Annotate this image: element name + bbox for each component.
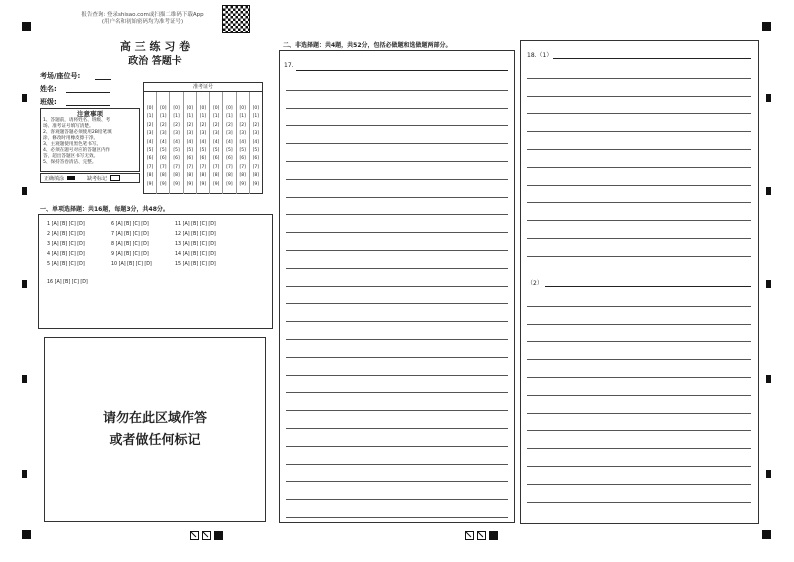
answer-line[interactable]: [296, 70, 508, 71]
mc-question[interactable]: 11 [A] [B] [C] [D]: [175, 222, 216, 227]
mc-question[interactable]: 13 [A] [B] [C] [D]: [175, 242, 216, 247]
answer-line[interactable]: [286, 393, 508, 411]
answer-line[interactable]: [527, 79, 751, 97]
admission-digit-bubble[interactable]: [9]: [199, 181, 207, 187]
answer-line[interactable]: [527, 150, 751, 168]
page-title: 高 三 练 习 卷: [119, 40, 191, 53]
mc-question[interactable]: 8 [A] [B] [C] [D]: [111, 242, 149, 247]
answer-line[interactable]: [527, 186, 751, 204]
answer-line[interactable]: [286, 376, 508, 394]
answer-line[interactable]: [527, 203, 751, 221]
admission-digit-bubble[interactable]: [4]: [239, 139, 246, 145]
admission-digit-bubble[interactable]: [2]: [239, 122, 246, 128]
corner-mark: [762, 22, 771, 31]
mc-question[interactable]: 6 [A] [B] [C] [D]: [111, 222, 149, 227]
admission-digit-column: [184, 92, 197, 194]
admission-digit-bubble[interactable]: [7]: [146, 164, 154, 170]
no-answer-region: [44, 337, 266, 522]
timing-mark: [22, 187, 27, 195]
admission-digit-bubble[interactable]: [8]: [213, 173, 220, 179]
mc-row: [47, 250, 272, 260]
admission-digit-bubble[interactable]: [4]: [213, 139, 220, 145]
notes-line: 4、必须在题号对应的答题区内作: [43, 148, 111, 153]
admission-digit-bubble[interactable]: [4]: [226, 139, 233, 145]
q17-answer-box: [279, 50, 515, 523]
answer-line[interactable]: [527, 97, 751, 115]
answer-line[interactable]: [527, 132, 751, 150]
admission-digit-bubble[interactable]: [6]: [186, 156, 193, 162]
answer-line[interactable]: [527, 239, 751, 257]
admission-digit-bubble[interactable]: [7]: [213, 164, 220, 170]
answer-line[interactable]: [527, 485, 751, 503]
header-note: [60, 12, 225, 26]
answer-line[interactable]: [286, 109, 508, 127]
mc-question[interactable]: 16 [A] [B] [C] [D]: [47, 280, 88, 285]
notes-title: 注意事项: [77, 110, 103, 118]
answer-line[interactable]: [286, 144, 508, 162]
admission-digit-bubble[interactable]: [4]: [160, 139, 167, 145]
answer-line[interactable]: [286, 287, 508, 305]
corner-mark: [762, 530, 771, 539]
admission-digit-bubble[interactable]: [0]: [239, 106, 246, 111]
admission-digit-bubble[interactable]: [6]: [252, 156, 260, 162]
admission-digit-bubble[interactable]: [0]: [226, 106, 233, 111]
mc-row: [47, 220, 272, 230]
admission-digit-bubble[interactable]: [5]: [146, 148, 154, 154]
admission-digit-bubble[interactable]: [1]: [160, 114, 167, 120]
admission-digit-bubble[interactable]: [5]: [173, 148, 180, 154]
admission-digit-bubble[interactable]: [1]: [146, 114, 154, 120]
admission-digit-bubble[interactable]: [1]: [199, 114, 207, 120]
no-answer-text: 请勿在此区域作答: [102, 410, 207, 426]
admission-digit-bubble[interactable]: [0]: [252, 106, 260, 111]
admission-digit-bubble[interactable]: [3]: [239, 131, 246, 137]
admission-digit-bubble[interactable]: [1]: [252, 114, 260, 120]
corner-mark: [22, 22, 31, 31]
admission-digit-bubble[interactable]: [6]: [160, 156, 167, 162]
mc-row: [47, 230, 272, 240]
q17-label: 17.: [284, 62, 294, 69]
answer-line[interactable]: [286, 126, 508, 144]
no-answer-text: 或者做任何标记: [109, 432, 201, 448]
answer-line[interactable]: [286, 429, 508, 447]
filled-box-icon: [214, 531, 223, 540]
admission-digit-bubble[interactable]: [0]: [173, 106, 180, 111]
answer-line[interactable]: [527, 307, 751, 325]
timing-mark: [22, 94, 27, 102]
answer-line[interactable]: [286, 233, 508, 251]
admission-digit-bubble[interactable]: [1]: [213, 114, 220, 120]
notes-line: 5、保持答卷清洁、完整。: [43, 160, 97, 165]
mc-question[interactable]: 2 [A] [B] [C] [D]: [47, 232, 85, 237]
admission-title: 准考证号: [144, 83, 262, 92]
notes-line: 1、答题前，请将姓名、班级、考: [43, 118, 111, 123]
admission-digit-bubble[interactable]: [0]: [146, 106, 154, 111]
admission-digit-bubble[interactable]: [4]: [173, 139, 180, 145]
admission-digit-bubble[interactable]: [1]: [186, 114, 193, 120]
name-field[interactable]: [66, 92, 110, 93]
admission-digit-bubble[interactable]: [8]: [252, 173, 260, 179]
timing-mark: [766, 375, 771, 383]
admission-digit-bubble[interactable]: [5]: [252, 148, 260, 154]
notes-line: 场、准考证号填写清楚。: [43, 124, 94, 129]
admission-digit-bubble[interactable]: [0]: [199, 106, 207, 111]
qr-code-icon: [222, 5, 250, 33]
admission-digit-bubble[interactable]: [4]: [199, 139, 207, 145]
admission-digit-column: [170, 92, 183, 194]
admission-digit-bubble[interactable]: [2]: [213, 122, 220, 128]
admission-digit-bubble[interactable]: [6]: [173, 156, 180, 162]
admission-digit-bubble[interactable]: [0]: [186, 106, 193, 111]
answer-line[interactable]: [286, 162, 508, 180]
admission-digit-bubble[interactable]: [1]: [226, 114, 233, 120]
admission-digit-column: [237, 92, 250, 194]
timing-mark: [22, 470, 27, 478]
slash-box-icon: [202, 531, 211, 540]
answer-line[interactable]: [527, 467, 751, 485]
admission-digit-column: [210, 92, 223, 194]
mc-question[interactable]: 3 [A] [B] [C] [D]: [47, 242, 85, 247]
admission-number-grid: [143, 82, 263, 194]
timing-mark: [766, 470, 771, 478]
admission-digit-bubble[interactable]: [3]: [173, 131, 180, 137]
admission-digit-bubble[interactable]: [5]: [239, 148, 246, 154]
mc-question[interactable]: 7 [A] [B] [C] [D]: [111, 232, 149, 237]
answer-line[interactable]: [553, 58, 751, 59]
answer-line[interactable]: [286, 411, 508, 429]
notes-line: 2、客观题答题必须使用2B铅笔填: [43, 130, 112, 135]
admission-digit-bubble[interactable]: [3]: [252, 131, 260, 137]
room-seat-field[interactable]: [95, 79, 111, 80]
notes-box: [40, 108, 140, 172]
section1-title: 一、单项选择题：共16题，每题3分，共48分。: [40, 206, 169, 213]
admission-digit-bubble[interactable]: [2]: [252, 122, 260, 128]
answer-line[interactable]: [286, 180, 508, 198]
mc-question[interactable]: 12 [A] [B] [C] [D]: [175, 232, 216, 237]
admission-digit-bubble[interactable]: [2]: [173, 122, 180, 128]
answer-line[interactable]: [527, 431, 751, 449]
admission-digit-bubble[interactable]: [4]: [146, 139, 154, 145]
name-label: 姓名:: [40, 85, 57, 93]
admission-digit-bubble[interactable]: [6]: [226, 156, 233, 162]
admission-digit-column: [144, 92, 157, 194]
q18-2-label: （2）: [527, 280, 543, 287]
mc-answer-box: [38, 214, 273, 329]
admission-digit-bubble[interactable]: [7]: [239, 164, 246, 170]
admission-digit-bubble[interactable]: [7]: [186, 164, 193, 170]
mc-question[interactable]: 10 [A] [B] [C] [D]: [111, 262, 152, 267]
admission-digit-bubble[interactable]: [3]: [226, 131, 233, 137]
answer-line[interactable]: [286, 91, 508, 109]
answer-line[interactable]: [286, 198, 508, 216]
admission-digit-bubble[interactable]: [5]: [226, 148, 233, 154]
timing-mark: [766, 187, 771, 195]
answer-line[interactable]: [286, 465, 508, 483]
mc-question[interactable]: 14 [A] [B] [C] [D]: [175, 252, 216, 257]
page-subtitle: 政治 答题卡: [128, 56, 182, 67]
page-mark-left: [190, 531, 223, 540]
answer-line[interactable]: [527, 221, 751, 239]
admission-digit-column: [250, 92, 262, 194]
admission-digit-bubble[interactable]: [3]: [186, 131, 193, 137]
admission-digit-bubble[interactable]: [4]: [252, 139, 260, 145]
page-mark-right: [465, 531, 498, 540]
answer-line[interactable]: [286, 482, 508, 500]
answer-line[interactable]: [545, 286, 751, 287]
answer-line[interactable]: [527, 449, 751, 467]
answer-line[interactable]: [286, 340, 508, 358]
answer-line[interactable]: [286, 304, 508, 322]
admission-digit-bubble[interactable]: [8]: [239, 173, 246, 179]
class-label: 班级:: [40, 98, 57, 106]
filled-mark-icon: [67, 176, 75, 180]
mc-row: [47, 260, 272, 270]
admission-digit-bubble[interactable]: [8]: [160, 173, 167, 179]
admission-digit-column: [223, 92, 236, 194]
answer-line[interactable]: [527, 61, 751, 79]
answer-line[interactable]: [286, 251, 508, 269]
admission-digit-bubble[interactable]: [9]: [252, 181, 260, 187]
admission-digit-bubble[interactable]: [3]: [146, 131, 154, 137]
answer-line[interactable]: [527, 414, 751, 432]
admission-digit-bubble[interactable]: [9]: [226, 181, 233, 187]
timing-mark: [22, 375, 27, 383]
admission-digit-bubble[interactable]: [1]: [173, 114, 180, 120]
admission-digit-column: [197, 92, 210, 194]
mc-question[interactable]: 15 [A] [B] [C] [D]: [175, 262, 216, 267]
mc-question[interactable]: 4 [A] [B] [C] [D]: [47, 252, 85, 257]
admission-digit-bubble[interactable]: [8]: [173, 173, 180, 179]
admission-digit-bubble[interactable]: [9]: [146, 181, 154, 187]
notes-line: 答，超出答题区书写无效。: [43, 154, 99, 159]
room-seat-label: 考场/座位号:: [40, 72, 81, 80]
admission-digit-bubble[interactable]: [2]: [226, 122, 233, 128]
class-field[interactable]: [66, 105, 110, 106]
admission-digit-bubble[interactable]: [6]: [239, 156, 246, 162]
admission-digit-bubble[interactable]: [5]: [186, 148, 193, 154]
admission-digit-bubble[interactable]: [0]: [160, 106, 167, 111]
mc-question[interactable]: 1 [A] [B] [C] [D]: [47, 222, 85, 227]
answer-line[interactable]: [527, 360, 751, 378]
answer-line[interactable]: [527, 396, 751, 414]
admission-digit-bubble[interactable]: [3]: [213, 131, 220, 137]
timing-mark: [22, 280, 27, 288]
admission-digit-bubble[interactable]: [2]: [146, 122, 154, 128]
answer-line[interactable]: [286, 322, 508, 340]
answer-line[interactable]: [527, 378, 751, 396]
admission-digit-bubble[interactable]: [3]: [199, 131, 207, 137]
filled-box-icon: [489, 531, 498, 540]
admission-digit-bubble[interactable]: [8]: [186, 173, 193, 179]
answer-line[interactable]: [286, 500, 508, 518]
admission-digit-bubble[interactable]: [3]: [160, 131, 167, 137]
corner-mark: [22, 530, 31, 539]
admission-digit-bubble[interactable]: [2]: [160, 122, 167, 128]
answer-line[interactable]: [286, 447, 508, 465]
header-note-line: 报告查询: 登录shisao.com或扫描二维码下载App: [81, 12, 204, 18]
slash-box-icon: [477, 531, 486, 540]
slash-box-icon: [190, 531, 199, 540]
admission-digit-bubble[interactable]: [7]: [173, 164, 180, 170]
answer-line[interactable]: [527, 289, 751, 307]
answer-line[interactable]: [286, 215, 508, 233]
admission-digit-bubble[interactable]: [1]: [239, 114, 246, 120]
admission-digit-bubble[interactable]: [7]: [252, 164, 260, 170]
admission-digit-bubble[interactable]: [9]: [173, 181, 180, 187]
answer-line[interactable]: [286, 73, 508, 91]
admission-digit-bubble[interactable]: [6]: [199, 156, 207, 162]
admission-digit-bubble[interactable]: [9]: [213, 181, 220, 187]
timing-mark: [766, 94, 771, 102]
admission-digit-bubble[interactable]: [8]: [146, 173, 154, 179]
empty-mark-icon: [110, 175, 120, 181]
admission-digit-bubble[interactable]: [4]: [186, 139, 193, 145]
admission-digit-bubble[interactable]: [0]: [213, 106, 220, 111]
notes-line: 3、主观题使用黑色笔书写。: [43, 142, 102, 147]
absent-mark-label: 缺考标记: [87, 175, 108, 182]
timing-mark: [766, 280, 771, 288]
admission-digit-bubble[interactable]: [9]: [160, 181, 167, 187]
section2-title: 二、非选择题：共4题，共52分，包括必做题和选做题两部分。: [283, 42, 452, 49]
admission-digit-bubble[interactable]: [6]: [146, 156, 154, 162]
answer-line[interactable]: [286, 358, 508, 376]
mc-question[interactable]: 5 [A] [B] [C] [D]: [47, 262, 85, 267]
mc-row: [47, 240, 272, 250]
slash-box-icon: [465, 531, 474, 540]
admission-digit-bubble[interactable]: [6]: [213, 156, 220, 162]
answer-line[interactable]: [527, 342, 751, 360]
admission-digit-bubble[interactable]: [9]: [239, 181, 246, 187]
admission-digit-bubble[interactable]: [7]: [226, 164, 233, 170]
admission-digit-column: [157, 92, 170, 194]
admission-digit-bubble[interactable]: [5]: [199, 148, 207, 154]
admission-digit-bubble[interactable]: [2]: [199, 122, 207, 128]
answer-line[interactable]: [527, 325, 751, 343]
fill-legend: [40, 173, 140, 183]
q18-answer-box: [520, 40, 759, 524]
answer-line[interactable]: [527, 114, 751, 132]
admission-digit-bubble[interactable]: [2]: [186, 122, 193, 128]
answer-line[interactable]: [286, 269, 508, 287]
header-note-line: (用户名和初始密码均为准考证号): [101, 19, 184, 25]
admission-digit-bubble[interactable]: [8]: [226, 173, 233, 179]
admission-digit-bubble[interactable]: [7]: [199, 164, 207, 170]
answer-line[interactable]: [527, 168, 751, 186]
admission-digit-bubble[interactable]: [7]: [160, 164, 167, 170]
admission-digit-bubble[interactable]: [5]: [160, 148, 167, 154]
admission-digit-bubble[interactable]: [5]: [213, 148, 220, 154]
q18-1-label: 18.（1）: [527, 52, 553, 59]
mc-question[interactable]: 9 [A] [B] [C] [D]: [111, 252, 149, 257]
admission-digit-bubble[interactable]: [8]: [199, 173, 207, 179]
notes-line: 涂，修改时用橡皮擦干净。: [43, 136, 99, 141]
admission-digit-bubble[interactable]: [9]: [186, 181, 193, 187]
correct-fill-label: 正确填涂: [44, 175, 65, 182]
